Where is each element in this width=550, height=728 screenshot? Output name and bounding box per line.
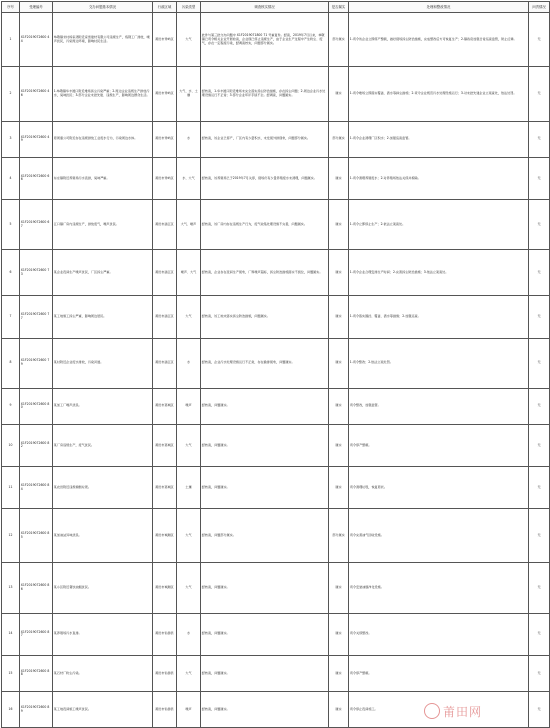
cell-accountability: 无	[529, 121, 550, 157]
cell-investigation: 经核查，问题属实。	[201, 655, 329, 691]
cell-handling: 责令关停整改。	[349, 613, 529, 655]
cell-verified: 属实	[329, 199, 349, 249]
cell-accountability: 无	[529, 157, 550, 199]
cell-handling: 1.责令该企业立即停产整顿，做好现场扬尘防治措施，完成整改后方可恢复生产；2.镇政府加强日常巡查监管，防止反弹。	[349, 13, 529, 67]
cell-region: 莆田市涵江区	[153, 338, 177, 388]
cell-investigation: 经核查，问题属实。	[201, 613, 329, 655]
cell-region: 莆田市秀屿区	[153, 13, 177, 67]
cell-pollution: 大气	[177, 13, 201, 67]
cell-pollution: 噪声	[177, 692, 201, 728]
cell-accountability: 无	[529, 67, 550, 121]
cell-investigation: 经核查，企业存在夜间生产现象，厂界噪声超标，扬尘防治措施落实不到位，问题属实。	[201, 250, 329, 296]
cell-handling: 责令停产整顿。	[349, 655, 529, 691]
cell-index: 14	[2, 613, 20, 655]
cell-issue: 某小区附近餐饮油烟扰民。	[53, 563, 153, 613]
cell-issue: 某村附近企业废水排放，污染河道。	[53, 338, 153, 388]
table-row	[2, 199, 550, 249]
cell-id: X1F2019072600 86	[20, 563, 53, 613]
cell-id: X1F2019072600 89	[20, 692, 53, 728]
cell-accountability: 无	[529, 338, 550, 388]
table-row	[2, 67, 550, 121]
table-row	[2, 613, 550, 655]
cell-pollution: 水	[177, 338, 201, 388]
table-row	[2, 655, 550, 691]
cell-index: 8	[2, 338, 20, 388]
cell-issue: 某加工厂噪声扰民。	[53, 388, 153, 424]
header-pollution: 污染类型	[177, 2, 201, 13]
table-row	[2, 467, 550, 509]
cell-verified: 属实	[329, 613, 349, 655]
cell-investigation: 此件与第三批交办问题中 X1F2019071800 71 号重复件。经查，2019年7月以来，恭敬镇已责令相关企业开展检查，企业现已停止违规生产，由于企业生产过程中产生粉尘、废气，存在一定程度污染，经调查核实，问题部分属实。	[201, 13, 329, 67]
cell-handling: 责令安装油烟净化设施。	[349, 563, 529, 613]
table-row	[2, 563, 550, 613]
cell-id: X1F2019072600 49	[20, 121, 53, 157]
cell-region: 莆田市秀屿区	[153, 121, 177, 157]
table-row	[2, 388, 550, 424]
cell-investigation: 经核查，企业污水处理设施运行不正常，存在偷排现象，问题属实。	[201, 338, 329, 388]
cell-verified: 部分属实	[329, 509, 349, 563]
cell-index: 11	[2, 467, 20, 509]
cell-verified: 属实	[329, 424, 349, 466]
cell-investigation: 经核查，该企业已停产，厂区内有少量积水，未发现外排现象，问题部分属实。	[201, 121, 329, 157]
cell-issue: 某加油站异味扰民。	[53, 509, 153, 563]
header-issue: 交办问题基本情况	[53, 2, 153, 13]
cell-handling: 责令清理垃圾，恢复原状。	[349, 467, 529, 509]
cell-region: 莆田市涵江区	[153, 199, 177, 249]
cell-accountability: 无	[529, 388, 550, 424]
cell-verified: 属实	[329, 250, 349, 296]
table-row	[2, 296, 550, 338]
cell-id: X1F2019072600 77	[20, 296, 53, 338]
cell-id: X1F2019072600 88	[20, 655, 53, 691]
cell-verified: 属实	[329, 157, 349, 199]
cell-region: 莆田市秀屿区	[153, 67, 177, 121]
cell-handling: 1.责令清理养殖废水；2.对养殖场依法关停并拆除。	[349, 157, 529, 199]
cell-id: X1F2019072600 87	[20, 613, 53, 655]
cell-index: 16	[2, 692, 20, 728]
cell-pollution: 大气、水、土壤	[177, 67, 201, 121]
header-accountability: 问责情况	[529, 2, 550, 13]
cell-verified: 部分属实	[329, 13, 349, 67]
table-row	[2, 13, 550, 67]
cell-region: 莆田市秀屿区	[153, 157, 177, 199]
table-row	[2, 424, 550, 466]
cell-region: 莆田市荔城区	[153, 388, 177, 424]
cell-issue: 1.恭敬镇华丰渡口附近堆场扬尘污染严重；2.周边企业违规生产排放污水，臭味扰民；3.部分企业未批先建、违规生产，影响周边群众生活。	[53, 67, 153, 121]
cell-accountability: 无	[529, 692, 550, 728]
cell-region: 莆田市荔城区	[153, 467, 177, 509]
cell-index: 7	[2, 296, 20, 338]
cell-pollution: 噪声	[177, 388, 201, 424]
cell-id: X1F2019072600 46	[20, 67, 53, 121]
cell-accountability: 无	[529, 13, 550, 67]
cell-id: X1F2019072600 67	[20, 199, 53, 249]
cell-pollution: 水	[177, 121, 201, 157]
cell-index: 13	[2, 563, 20, 613]
cell-investigation: 经核查，问题属实。	[201, 388, 329, 424]
cell-issue: 东庄镇附近养殖场污水直排，臭味严重。	[53, 157, 153, 199]
cell-region: 莆田市荔城区	[153, 424, 177, 466]
cell-accountability: 无	[529, 563, 550, 613]
cell-investigation: 经核查，问题属实。	[201, 563, 329, 613]
cell-accountability: 无	[529, 296, 550, 338]
cell-pollution: 大气	[177, 563, 201, 613]
cell-pollution: 土壤	[177, 467, 201, 509]
cell-index: 9	[2, 388, 20, 424]
cell-verified: 部分属实	[329, 121, 349, 157]
cell-region: 莆田市城厢区	[153, 563, 177, 613]
cell-index: 6	[2, 250, 20, 296]
table-row	[2, 509, 550, 563]
cell-index: 2	[2, 67, 20, 121]
cell-pollution: 大气	[177, 655, 201, 691]
cell-region: 莆田市涵江区	[153, 250, 177, 296]
cell-handling: 1.责令立即停止生产；2.依法立案查处。	[349, 199, 529, 249]
cell-handling: 1.责令落实围挡、覆盖、洒水等措施；2.加强巡查。	[349, 296, 529, 338]
cell-issue: 某工地施工扬尘严重，影响周边居民。	[53, 296, 153, 338]
table-row	[2, 121, 550, 157]
header-id: 受理编号	[20, 2, 53, 13]
cell-id: X1F2019072600 44	[20, 13, 53, 67]
cell-id: X1F2019072600 85	[20, 509, 53, 563]
cell-accountability: 无	[529, 509, 550, 563]
watermark-logo-icon	[424, 703, 440, 719]
cell-region: 莆田市仙游县	[153, 655, 177, 691]
table-row	[2, 157, 550, 199]
cell-pollution: 噪声、大气	[177, 250, 201, 296]
cell-accountability: 无	[529, 250, 550, 296]
cell-issue: 某农田附近违规倾倒垃圾。	[53, 467, 153, 509]
cell-index: 1	[2, 13, 20, 67]
cell-investigation: 经核查，问题属实。	[201, 467, 329, 509]
cell-accountability: 无	[529, 467, 550, 509]
cell-region: 莆田市城厢区	[153, 509, 177, 563]
cell-verified: 属实	[329, 296, 349, 338]
header-handling: 处理和整改情况	[349, 2, 529, 13]
header-verified: 是否属实	[329, 2, 349, 13]
cell-verified: 属实	[329, 655, 349, 691]
cell-index: 10	[2, 424, 20, 466]
cell-id: X1F2019072600 79	[20, 338, 53, 388]
header-index: 序号	[2, 2, 20, 13]
cell-issue: 某养殖场污水直排。	[53, 613, 153, 655]
cell-handling: 1.责令堆场立即落实覆盖、洒水等抑尘措施；2.责令企业规范污水处理设施运行；3.对未批先建企业立案查处，依法处罚。	[349, 67, 529, 121]
cell-id: X1F2019072600 73	[20, 250, 53, 296]
cell-verified: 属实	[329, 467, 349, 509]
cell-issue: 某工地夜间施工噪声扰民。	[53, 692, 153, 728]
cell-issue: 某厂房违规生产，废气扰民。	[53, 424, 153, 466]
cell-accountability: 无	[529, 613, 550, 655]
cell-pollution: 大气	[177, 424, 201, 466]
table-row	[2, 250, 550, 296]
cell-accountability: 无	[529, 424, 550, 466]
cell-pollution: 水、大气	[177, 157, 201, 199]
cell-id: X1F2019072600 84	[20, 467, 53, 509]
cell-region: 莆田市仙游县	[153, 692, 177, 728]
header-region: 行政区域	[153, 2, 177, 13]
cell-accountability: 无	[529, 199, 550, 249]
report-table	[1, 1, 550, 728]
cell-pollution: 大气	[177, 509, 201, 563]
cell-region: 莆田市仙游县	[153, 613, 177, 655]
cell-handling: 责令整改，加强监管。	[349, 388, 529, 424]
cell-investigation: 经核查，问题属实。	[201, 692, 329, 728]
cell-issue: 某石材厂粉尘污染。	[53, 655, 153, 691]
cell-verified: 属实	[329, 388, 349, 424]
cell-verified: 属实	[329, 67, 349, 121]
cell-accountability: 无	[529, 655, 550, 691]
cell-issue: 某企业夜间生产噪声扰民，厂区扬尘严重。	[53, 250, 153, 296]
cell-investigation: 经核查，问题属实。	[201, 424, 329, 466]
watermark	[424, 700, 544, 722]
cell-pollution: 大气、噪声	[177, 199, 201, 249]
cell-verified: 属实	[329, 563, 349, 613]
cell-investigation: 经核查，1.华丰渡口附近堆场未完全落实扬尘防治措施，存在扬尘问题；2.周边企业污水处理设施运行不正常；3.部分企业环评手续不全。经调查，问题属实。	[201, 67, 329, 121]
table-row	[2, 338, 550, 388]
header-investigation: 调查核实情况	[201, 2, 329, 13]
cell-handling: 责令停止夜间施工。	[349, 692, 529, 728]
cell-region: 莆田市涵江区	[153, 296, 177, 338]
cell-investigation: 经核查，问题部分属实。	[201, 509, 329, 563]
cell-issue: 原周康公司附近存在违规排放工业废水行为，污染周边水体。	[53, 121, 153, 157]
cell-index: 4	[2, 157, 20, 199]
cell-handling: 1.责令整改；2.依法立案处罚。	[349, 338, 529, 388]
cell-id: X1F2019072600 82	[20, 424, 53, 466]
cell-id: X1F2019072600 80	[20, 388, 53, 424]
cell-handling: 1.责令企业合理安排生产时间；2.完善扬尘防治措施；3.依法立案查处。	[349, 250, 529, 296]
watermark-text: 莆田网	[443, 704, 483, 719]
cell-pollution: 大气	[177, 296, 201, 338]
cell-handling: 1.责令企业清理厂区积水；2.加强巡查监管。	[349, 121, 529, 157]
cell-index: 5	[2, 199, 20, 249]
cell-issue: 恭敬镇米村杨家湾附近家宽建材有限公司违规生产，炼钢工厂排放，噪声扰民，污染周边环境，影响村民生活。	[53, 13, 153, 67]
table-header-row	[2, 2, 550, 13]
cell-verified: 属实	[329, 692, 349, 728]
cell-verified: 属实	[329, 338, 349, 388]
cell-index: 15	[2, 655, 20, 691]
cell-handling: 责令完善油气回收设施。	[349, 509, 529, 563]
cell-investigation: 经核查，该养殖场已于2019年7月关停，现场仍有少量养殖废水未清理，问题属实。	[201, 157, 329, 199]
cell-handling: 责令停产整顿。	[349, 424, 529, 466]
cell-index: 12	[2, 509, 20, 563]
cell-pollution: 水	[177, 613, 201, 655]
cell-id: X1F2019072600 66	[20, 157, 53, 199]
cell-index: 3	[2, 121, 20, 157]
cell-issue: 江口镇厂房内违规生产，排放废气，噪声扰民。	[53, 199, 153, 249]
cell-investigation: 经核查，该工地未落实扬尘防治措施，问题属实。	[201, 296, 329, 338]
cell-investigation: 经核查，该厂房内存在违规生产行为，废气收集处理设施不完善，问题属实。	[201, 199, 329, 249]
